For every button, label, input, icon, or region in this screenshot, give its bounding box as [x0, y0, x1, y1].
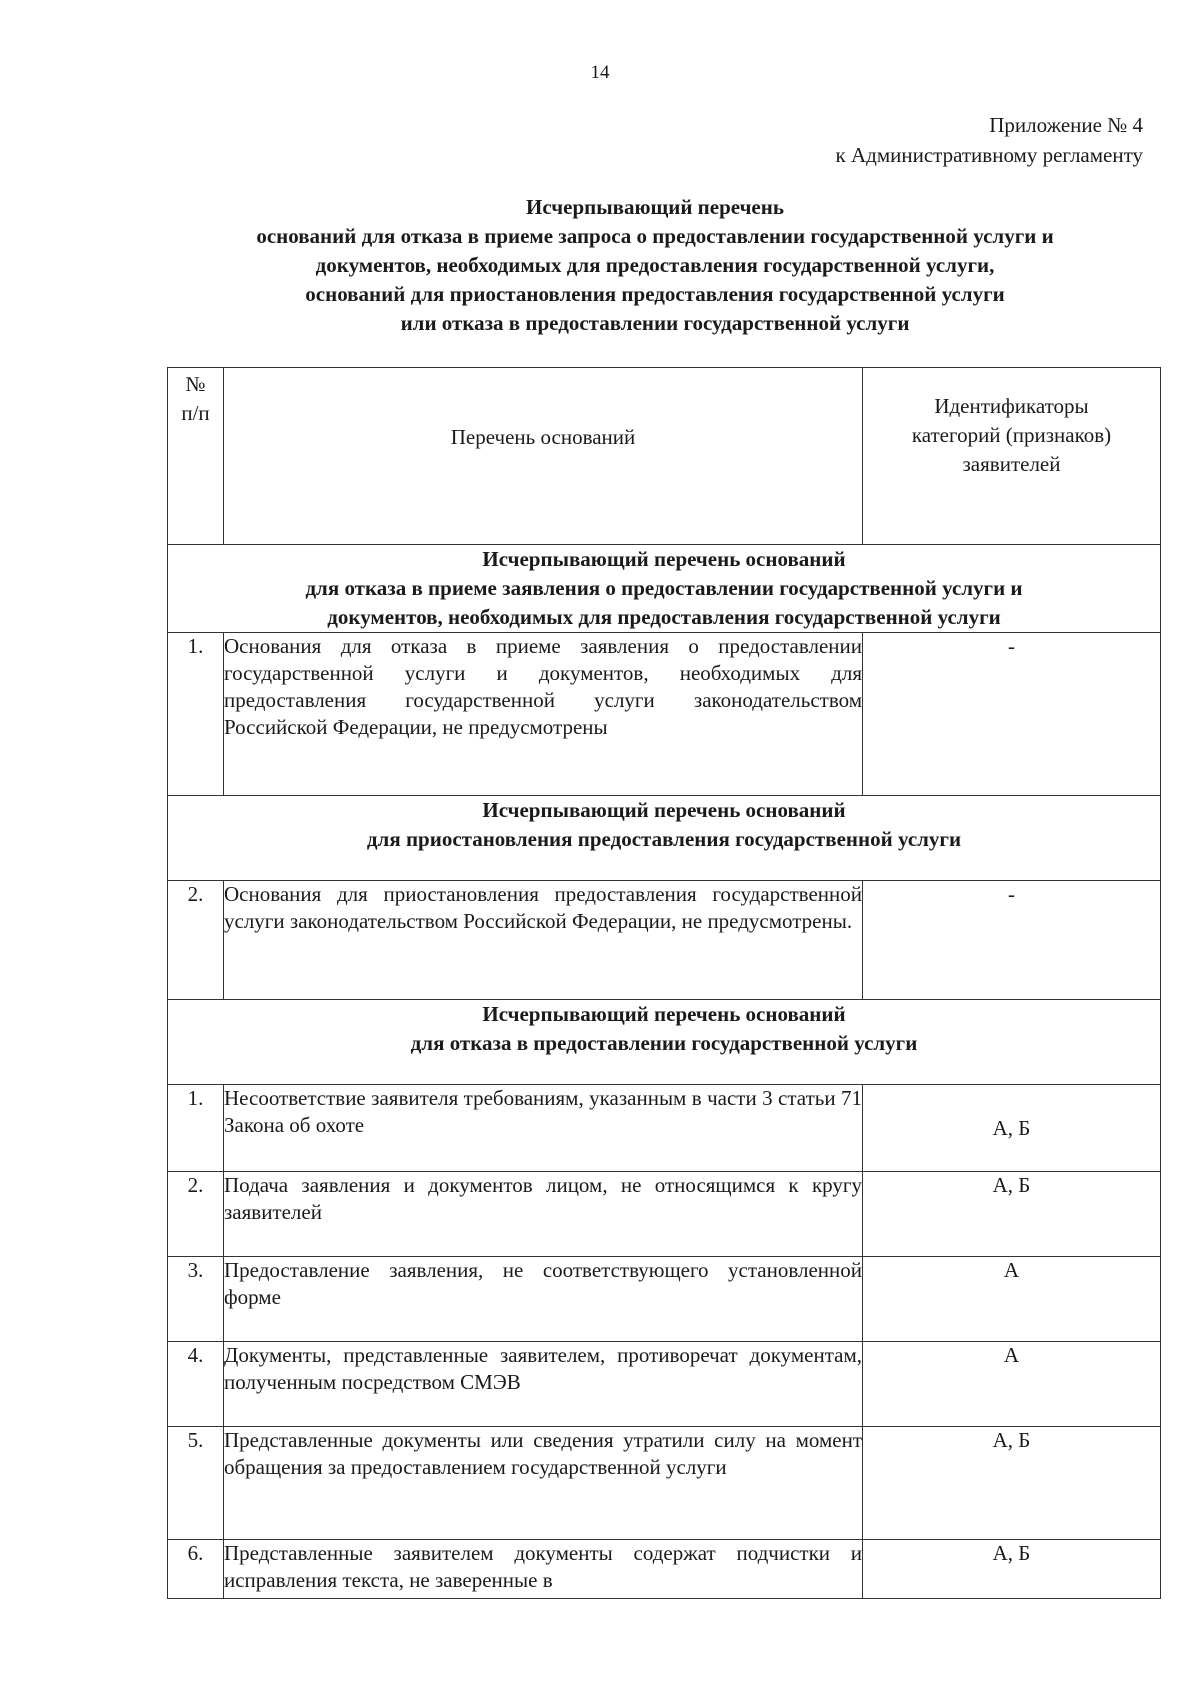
title-line: оснований для отказа в приеме запроса о предоставлении государственной услуги и: [256, 224, 1054, 248]
document-title: [150, 193, 1160, 338]
appendix-number: Приложение № 4: [989, 113, 1143, 137]
table-row: [168, 1540, 1161, 1599]
row-number: 5.: [168, 1427, 224, 1540]
row-category: А, Б: [863, 1085, 1161, 1172]
row-reason: Документы, представленные заявителем, противоречат документам, полученным посредством СМЭВ: [224, 1342, 863, 1427]
row-category: А, Б: [863, 1172, 1161, 1257]
row-category: -: [863, 881, 1161, 1000]
row-reason: Подача заявления и документов лицом, не относящимся к кругу заявителей: [224, 1172, 863, 1257]
section-heading: Исчерпывающий перечень оснований для приостановления предоставления государственной услуги: [168, 796, 1161, 881]
header-number: № п/п: [168, 368, 224, 545]
title-line: Исчерпывающий перечень: [526, 195, 784, 219]
row-number: 1.: [168, 633, 224, 796]
row-category: А, Б: [863, 1427, 1161, 1540]
page-number: 14: [590, 62, 610, 83]
table-row: [168, 1342, 1161, 1427]
row-reason: Предоставление заявления, не соответствующего установленной форме: [224, 1257, 863, 1342]
row-number: 2.: [168, 881, 224, 1000]
row-category: А: [863, 1342, 1161, 1427]
row-number: 4.: [168, 1342, 224, 1427]
row-category: А: [863, 1257, 1161, 1342]
title-line: или отказа в предоставлении государственной услуги: [400, 311, 910, 335]
row-number: 1.: [168, 1085, 224, 1172]
table-row: [168, 881, 1161, 1000]
row-number: 2.: [168, 1172, 224, 1257]
row-reason: Основания для приостановления предоставления государственной услуги законодательством Российской Федерации, не предусмотрены.: [224, 881, 863, 1000]
section-heading: Исчерпывающий перечень оснований для отказа в приеме заявления о предоставлении государственной услуги и документов, необходимых для предоставления государственной услуги: [168, 545, 1161, 633]
row-category: А, Б: [863, 1540, 1161, 1599]
appendix-regulation: к Административному регламенту: [835, 143, 1143, 167]
grounds-table: [167, 367, 1161, 1599]
section-heading-row: [168, 796, 1161, 881]
row-reason: Представленные заявителем документы содержат подчистки и исправления текста, не заверенные в: [224, 1540, 863, 1599]
table-header-row: [168, 368, 1161, 545]
section-heading-row: [168, 545, 1161, 633]
title-line: документов, необходимых для предоставления государственной услуги,: [315, 253, 995, 277]
row-number: 3.: [168, 1257, 224, 1342]
table-row: [168, 1085, 1161, 1172]
section-heading: Исчерпывающий перечень оснований для отказа в предоставлении государственной услуги: [168, 1000, 1161, 1085]
row-category: -: [863, 633, 1161, 796]
row-reason: Несоответствие заявителя требованиям, указанным в части 3 статьи 71 Закона об охоте: [224, 1085, 863, 1172]
row-reason: Основания для отказа в приеме заявления о предоставлении государственной услуги и документов, необходимых для предоставления государственной услуги законодательством Российской Федерации, не предусмотрены: [224, 633, 863, 796]
table-row: [168, 1427, 1161, 1540]
table-row: [168, 1257, 1161, 1342]
title-line: оснований для приостановления предоставления государственной услуги: [305, 282, 1005, 306]
table-row: [168, 633, 1161, 796]
header-categories: Идентификаторы категорий (признаков) заявителей: [863, 368, 1161, 545]
row-number: 6.: [168, 1540, 224, 1599]
appendix-reference: [836, 110, 1143, 170]
section-heading-row: [168, 1000, 1161, 1085]
header-reasons: Перечень оснований: [224, 368, 863, 545]
row-reason: Представленные документы или сведения утратили силу на момент обращения за предоставлением государственной услуги: [224, 1427, 863, 1540]
table-row: [168, 1172, 1161, 1257]
